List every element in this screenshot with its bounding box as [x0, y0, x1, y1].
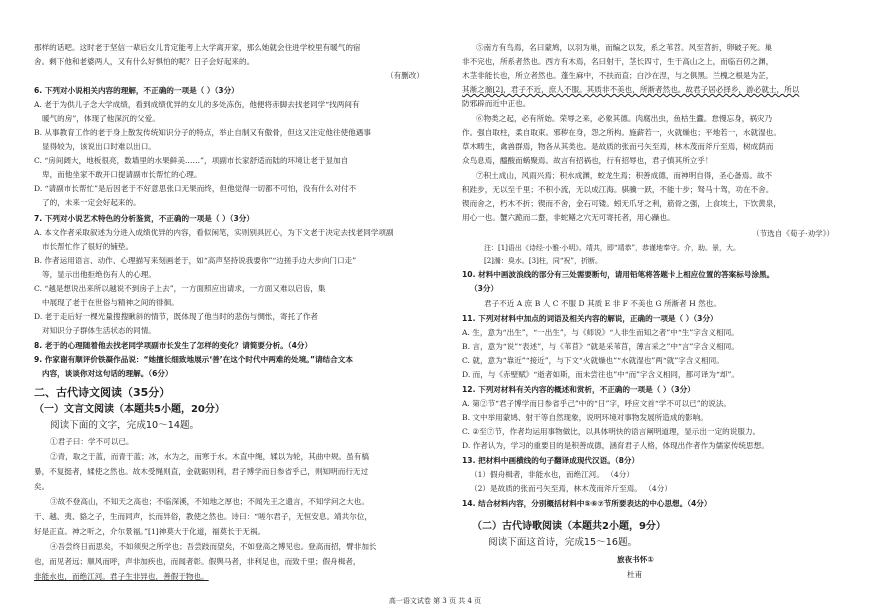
passage-line: ①君子曰：学不可以已。: [50, 437, 134, 446]
passage-line: 锲而舍之，朽木不折；锲而不舍，金石可镂。蚓无爪牙之利，筋骨之强，上食埃土，下饮黄泉，: [462, 199, 781, 208]
poem-title: 旅夜书怀①: [617, 555, 654, 564]
q7-option: 对知识分子群体生活状态的同情。: [42, 326, 156, 335]
passage-line: ④吾尝终日而思矣，不如须臾之所学也；吾尝跂而望矣，不如登高之博见也。登高而招，臂非加长: [50, 542, 377, 551]
q6-option: 暖气的房”，体现了他深沉的父爱。: [42, 114, 160, 123]
q6-option: D. “请副市长帮忙”是后因老于不好意思张口无果而终，但他觉得一切都不可怕，没有什么对付不: [34, 184, 357, 193]
passage-line: 也，而见者远；顺风而呼，声非加疾也，而闻者彰。假舆马者，非利足也，而致千里；假舟楫者，: [34, 557, 361, 566]
passage-line-underlined: 非能水也，而绝江河。君子生非异也，善假于物也。: [34, 572, 209, 581]
subsection-2-instruction: 阅读下面这首诗，完成15～16题。: [488, 537, 638, 548]
q12-option: A. 第②节“君子博学而日参省乎己”中的“日”字，呼应文首“学不可以已”的说法。: [462, 399, 732, 408]
passage-line: 好是正直。神之听之，介尔景福。”[1]神莫大于化道，福莫长于无祸。: [34, 527, 266, 536]
passage-line: 暴，不复挺者，𫐓使之然也。故木受绳则直，金就砺则利，君子博学而日参省乎己，则知明而行无过: [34, 467, 369, 476]
q11-option: C. 就，意为“靠近”“接近”，与下文“火就燥也”“水就湿也”两“就”字含义相同。: [462, 356, 724, 365]
q6-option: 卑，而他坐家不敢开口提请副市长帮忙的心理。: [42, 170, 202, 179]
q13-item: （1）假舟楫者，非能水也，而绝江河。 （4分）: [470, 470, 634, 479]
passage-line: 干、越、夷、貉之子，生而同声，长而异俗，教使之然也。诗曰：“嗟尔君子，无恒安息。靖共尔位，: [34, 512, 373, 521]
passage-line: 作。强自取柱，柔自取束。邪秽在身，怨之所构。施薪若一，火就燥也；平地若一，水就湿也。: [462, 128, 781, 137]
question-6-stem: 6. 下列对小说相关内容的理解，不正确的一项是（ ）（3分）: [34, 86, 239, 95]
question-13-stem: 13. 把材料中画横线的句子翻译成现代汉语。（8分）: [462, 456, 640, 465]
q11-option: D. 而，与《赤壁赋》“逝者如斯，而未尝往也”中“而”字含义相同，都可译为“却”。: [462, 370, 739, 379]
passage-line: ⑤南方有鸟焉，名曰蒙鸠，以羽为巢，而编之以发，系之苇苕。风至苕折，卵破子死。巢: [476, 43, 773, 52]
passage-line: 防邪辟而近中正也。: [462, 99, 531, 108]
question-12-stem: 12. 下列对材料有关内容的概述和赏析，不正确的一项是（ ）（3分）: [462, 385, 695, 394]
section-title: 二、古代诗文阅读（35分）: [34, 386, 171, 399]
subsection-title: （一）文言文阅读（本题共5小题，20分）: [34, 404, 225, 415]
question-10-score: （3分）: [470, 284, 499, 293]
q12-option: C. ②至⑦节，作者均运用事物做比，以具体明快的语言阐明道理，显示出一定的说服力。: [462, 427, 761, 436]
intro-line: 舍。剩下他和老婆两人，又有什么好惧怕的呢？日子会好起来的。: [34, 57, 255, 66]
poem-author: 杜甫: [627, 570, 643, 579]
passage-line: 非不完也，所系者然也。西方有木焉，名曰射干，茎长四寸，生于高山之上，而临百仞之渊，: [462, 57, 774, 66]
question-10-line: 君子不近 A 庶 B 人 C 不服 D 其质 E 非 F 不美也 G 所渐者 H 然也。: [484, 299, 721, 308]
source-note: （有删改）: [386, 71, 424, 80]
q12-option: D. 作者认为，学习的重要目的是积善成德，涵育君子人格，体现出作者作为儒家传统思想。: [462, 441, 769, 450]
page-footer: 高一语文试卷 第 3 页 共 4 页: [388, 597, 482, 605]
q12-option: B. 文中举用蒙鸠、射干等自然现象，说明环境对事物发展所造成的影响。: [462, 413, 708, 422]
q6-option: B. 从事教育工作的老于身上散发传统知识分子的特点，举止自制又有傲骨，但这又注定他往使他遇事: [34, 128, 371, 137]
passage-line: 草木畴生，禽兽群焉，物各从其类也。是故质的张而弓矢至焉，林木茂而斧斤至焉，树成荫而: [462, 142, 774, 151]
q7-option: B. 作者运用语言、动作、心理描写来刻画老于，如“高声坚持说我要你”“边搓手边大步向门口走”: [34, 256, 357, 265]
intro-line: 那样的话吧。这时老于坚信一辈后女儿肯定能考上大学离开家，那么她就会住进学校里有暖气的宿: [34, 43, 361, 52]
question-7-stem: 7. 下列对小说艺术特色的分析鉴赏，不正确的一项是（ ）（3分）: [34, 214, 254, 223]
q7-option: A. 本文作者采取叙述为分进入成绩优异的内容，看似闲笔，实则别具匠心，为下文老于决定去找老同学项副: [34, 228, 394, 237]
passage-line-wavy: 其渐之滫[2]，君子不近，庶人不服。其质非不美也，所渐者然也。故君子居必择乡，游必就士，所以: [462, 85, 800, 94]
q6-option: A. 老于为供儿子念大学成绩，看到成绩优异的女儿的多处冻伤，他便将赤脚去找老同学“找两间有: [34, 100, 360, 109]
subsection-2-title: （二）古代诗歌阅读（本题共2小题，9分）: [472, 521, 666, 532]
q11-option: B. 言，意为“说”“表述”，与《苇苜》“就是采苇苜，薄言采之”中“言”字含义相同。: [462, 342, 739, 351]
passage-line: 木茎非能长也，所立者然也。蓬生麻中，不扶而直；白沙在涅，与之俱黑。兰槐之根是为芷，: [462, 71, 774, 80]
q13-item: （2）是故质的张而弓矢至焉，林木茂而斧斤至焉。 （4分）: [470, 484, 672, 493]
q7-option: 市长帮忙作了很好的铺垫。: [42, 242, 134, 251]
q7-option: 等，显示出他拒绝伤有人的心理。: [42, 270, 156, 279]
passage-line: 用心一也。蟹六跪而二螯，非蛇鳝之穴无可寄托者，用心躁也。: [462, 213, 675, 222]
reading-instruction: 阅读下面的文字，完成10～14题。: [50, 420, 200, 431]
q6-option: 了的，未来一定会好起来的。: [42, 198, 141, 207]
passage-line: 众鸟息焉，醯酸而蜹聚焉。故言有招祸也，行有招辱也，君子慎其所立乎！: [462, 156, 713, 165]
passage-line: ②青，取之于蓝，而青于蓝；冰，水为之，而寒于水。木直中绳，𫐓以为轮，其曲中规。虽有槁: [50, 452, 369, 461]
question-9-cont: 内容，谈谈你对这句话的理解。（6分）: [42, 369, 173, 378]
note-line: [2]滫：臭水。[3]柱，同“祝”，折断。: [484, 257, 602, 265]
passage-line: 积跬步，无以至千里；不积小流，无以成江海。骐骥一跃，不能十步；驽马十驾，功在不舍。: [462, 185, 774, 194]
q6-option: C. “房间阔大，地板很亮，数墙里的水果鲜美……”，项副市长家舒适而陆的环境让老于显加自: [34, 156, 349, 165]
question-8: 8. 老于的心理随着他去找老同学项副市长发生了怎样的变化？请简要分析。（4分）: [34, 341, 313, 350]
passage-line: ⑦积土成山，风雨兴焉；积水成渊，蛟龙生焉；积善成德，而神明自得，圣心备焉。故不: [476, 171, 773, 180]
passage-line: ⑥物类之起，必有所始。荣辱之来，必象其德。肉腐出虫，鱼枯生蠹。怠慢忘身，祸灾乃: [476, 114, 773, 123]
question-10-stem: 10. 材料中画波浪线的部分有三处需要断句，请用铅笔将答题卡上相应位置的答案标号涂黑。: [462, 270, 775, 279]
note-line: 注：[1]语出《诗经·小雅·小明》。靖共，即“靖恭”，恭谨地奉守。介，助。景，大。: [484, 244, 741, 252]
question-11-stem: 11. 下列对材料中加点的词语及相关内容的解说，正确的一项是（ ）（3分）: [462, 314, 718, 323]
q7-option: D. 老于走后好一棵光量搜搜瞅斜的情节，既体现了他当时的悲伤与惆怅，寄托了作者: [34, 312, 319, 321]
passage-line: ③故不登高山，不知天之高也；不临深溪，不知地之厚也；不闻先王之遗言，不知学问之大也。: [50, 497, 369, 506]
question-9: 9. 作家谢有顺评价铁凝作品说：“她擅长细致地展示‘善’在这个时代中两难的处境。”请结合文本: [34, 355, 353, 364]
passage-source: （节选自《荀子·劝学》）: [752, 229, 835, 238]
q6-option: 显得较为，该说出口时难以出口。: [42, 142, 156, 151]
question-14: 14. 结合材料内容，分别概括材料中⑤⑥⑦节所要表达的中心思想。（4分）: [462, 499, 712, 508]
q7-option: C. “越是想说出来所以越说不到房子上去”，一方面照应出请求，一方面又难以启齿，集: [34, 284, 326, 293]
q11-option: A. 生，意为“出生”，“一出生”，与《师说》“人非生而知之者”中“生”字含义相同。: [462, 328, 739, 337]
passage-line: 矣。: [34, 482, 50, 491]
q7-option: 中展现了老于在世俗与精神之间的徘徊。: [42, 298, 179, 307]
